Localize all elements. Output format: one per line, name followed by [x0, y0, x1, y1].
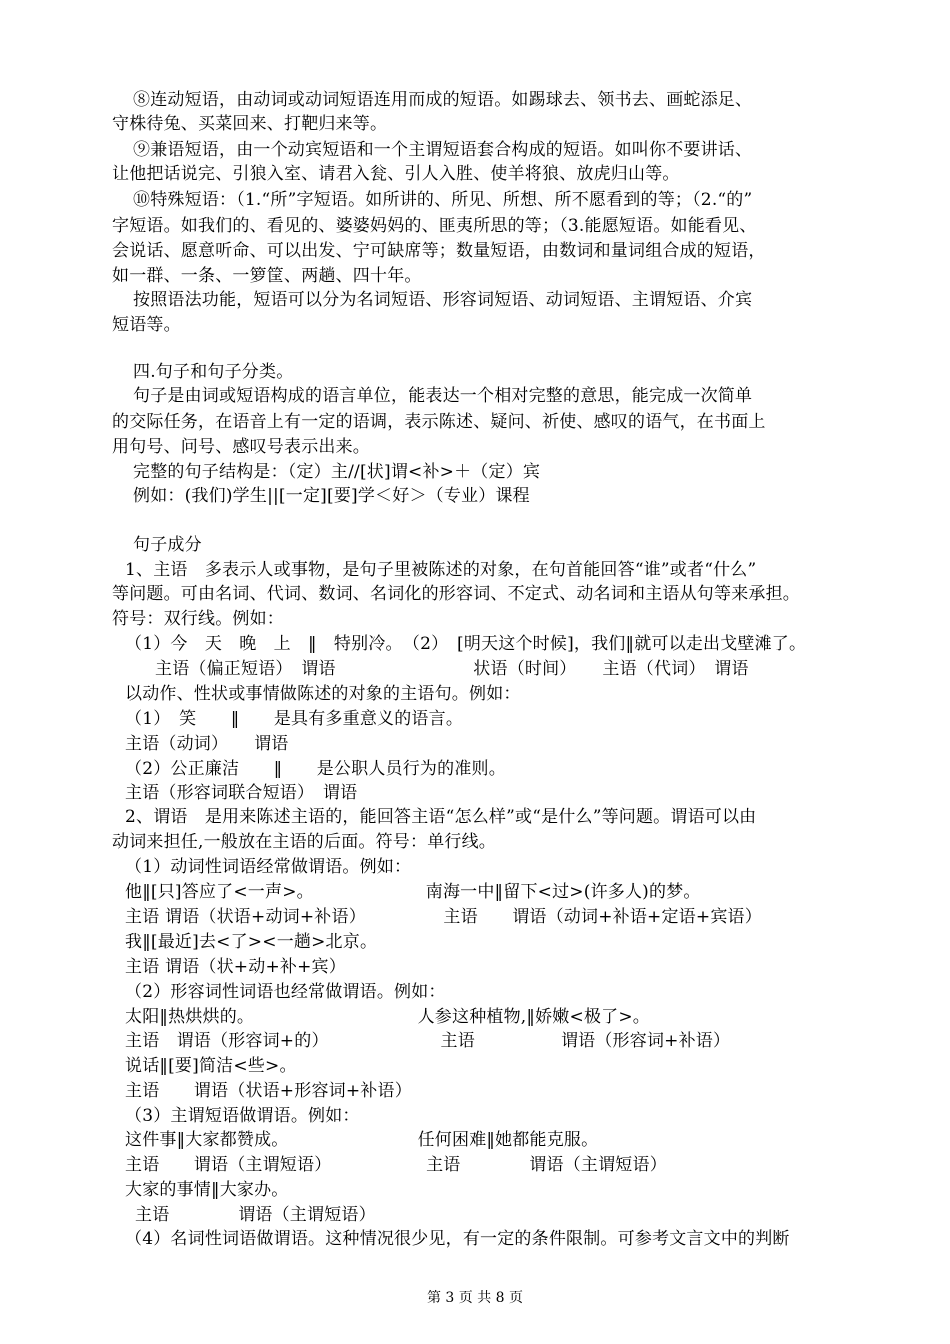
- text-line: 的交际任务，在语音上有一定的语调，表示陈述、疑问、祈使、感叹的语气，在书面上: [112, 412, 766, 432]
- text-line: ⑩特殊短语：（1.“所”字短语。如所讲的、所见、所想、所不愿看到的等；（2.“的”: [133, 190, 753, 210]
- text-line: （1）今 天 晚 上 ‖ 特别冷。 （2） [明天这个时候]，我们‖就可以走出戈壁滩了。: [125, 634, 807, 654]
- text-line: ⑨兼语短语，由一个动宾短语和一个主谓短语套合构成的短语。如叫你不要讲话、: [133, 140, 753, 160]
- text-line: 他‖[只]答应了<一声>。 南海一中‖留下<过>(许多人)的梦。: [125, 882, 701, 902]
- text-line: 主语 谓语（状语+动词+补语） 主语 谓语（动词+补语+定语+宾语）: [125, 907, 762, 927]
- text-line: 主语（偏正短语） 谓语 状语（时间） 主语（代词） 谓语: [155, 659, 749, 679]
- text-line: 句子是由词或短语构成的语言单位，能表达一个相对完整的意思，能完成一次简单: [133, 386, 753, 406]
- text-line: 完整的句子结构是：（定）主//[状]谓<补>＋（定）宾: [133, 462, 541, 482]
- page-number-footer: 第 3 页 共 8 页: [426, 1290, 524, 1306]
- text-line: 主语 谓语（形容词+的） 主语 谓语（形容词+补语）: [125, 1031, 731, 1051]
- text-line: 让他把话说完、引狼入室、请君入瓮、引人入胜、使羊将狼、放虎归山等。: [112, 164, 680, 184]
- text-line: 我‖[最近]去<了><一趟>北京。: [125, 932, 378, 952]
- text-line: 守株待兔、买菜回来、打靶归来等。: [112, 114, 388, 134]
- text-line: 如一群、一条、一箩筐、两趟、四十年。: [112, 266, 422, 286]
- text-line: 2、谓语 是用来陈述主语的，能回答主语“怎么样”或“是什么”等问题。谓语可以由: [125, 807, 757, 827]
- text-line: （3）主谓短语做谓语。例如：: [125, 1106, 360, 1126]
- text-line: 以动作、性状或事情做陈述的对象的主语句。例如：: [125, 684, 521, 704]
- text-line: 这件事‖大家都赞成。 任何困难‖她都能克服。: [125, 1130, 599, 1150]
- text-line: 会说话、愿意听命、可以出发、宁可缺席等；数量短语，由数词和量词组合成的短语，: [112, 241, 766, 261]
- text-line: 主语 谓语（状+动+补+宾）: [125, 957, 346, 977]
- text-line: （1） 笑 ‖ 是具有多重意义的语言。: [125, 709, 464, 729]
- text-line: 主语（动词） 谓语: [125, 734, 289, 754]
- text-line: （4）名词性词语做谓语。这种情况很少见，有一定的条件限制。可参考文言文中的判断: [125, 1229, 790, 1249]
- text-line: 说话‖[要]简洁<些>。: [125, 1056, 297, 1076]
- text-line: 例如：(我们)学生||[一定][要]学＜好＞（专业）课程: [133, 486, 530, 506]
- text-line: 字短语。如我们的、看见的、婆婆妈妈的、匪夷所思的等；（3.能愿短语。如能看见、: [112, 216, 757, 236]
- text-line: 符号：双行线。例如：: [112, 609, 284, 629]
- text-line: 主语 谓语（主谓短语）: [135, 1205, 376, 1225]
- subsection-heading: 句子成分: [133, 535, 202, 555]
- text-line: 1、主语 多表示人或事物，是句子里被陈述的对象，在句首能回答“谁”或者“什么”: [125, 560, 757, 580]
- text-line: 主语（形容词联合短语） 谓语: [125, 783, 358, 803]
- text-line: 动词来担任,一般放在主语的后面。符号：单行线。: [112, 832, 497, 852]
- text-line: 主语 谓语（状语+形容词+补语）: [125, 1081, 412, 1101]
- text-line: ⑧连动短语，由动词或动词短语连用而成的短语。如踢球去、领书去、画蛇添足、: [133, 90, 753, 110]
- text-line: 按照语法功能，短语可以分为名词短语、形容词短语、动词短语、主谓短语、介宾: [133, 290, 753, 310]
- text-line: （2）公正廉洁 ‖ 是公职人员行为的准则。: [125, 759, 506, 779]
- text-line: 用句号、问号、感叹号表示出来。: [112, 437, 370, 457]
- text-line: 太阳‖热烘烘的。 人参这种植物,‖娇嫩<极了>。: [125, 1007, 650, 1027]
- text-line: 短语等。: [112, 315, 181, 335]
- text-line: 等问题。可由名词、代词、数词、名词化的形容词、不定式、动名词和主语从句等来承担。: [112, 584, 800, 604]
- text-line: （1）动词性词语经常做谓语。例如：: [125, 857, 412, 877]
- text-line: 主语 谓语（主谓短语） 主语 谓语（主谓短语）: [125, 1155, 667, 1175]
- section-heading: 四.句子和句子分类。: [133, 362, 294, 382]
- text-line: 大家的事情‖大家办。: [125, 1180, 289, 1200]
- text-line: （2）形容词性词语也经常做谓语。例如：: [125, 982, 446, 1002]
